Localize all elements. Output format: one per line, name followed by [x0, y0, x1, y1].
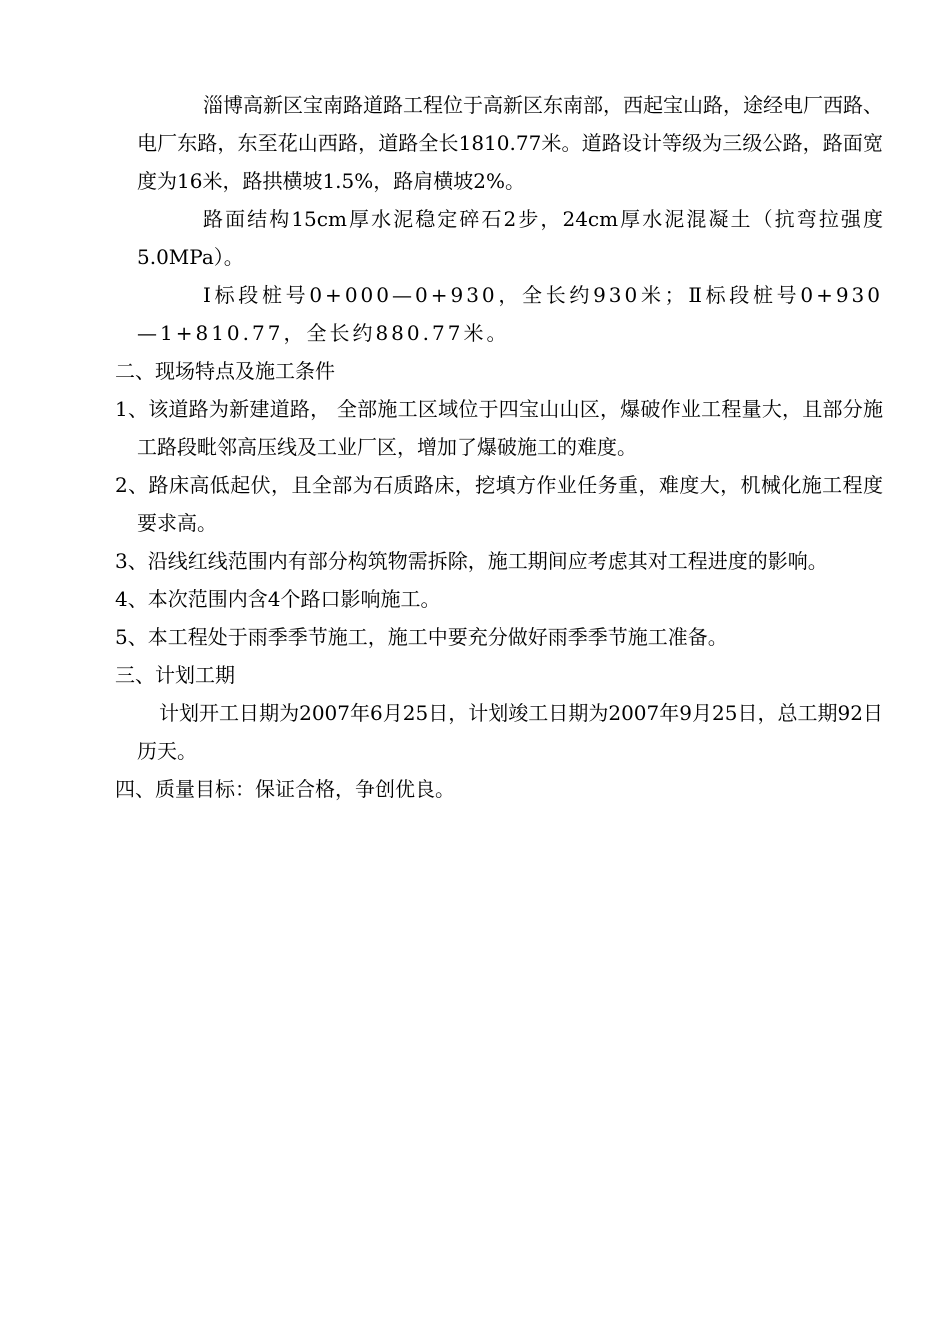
project-overview-paragraph: 淄博高新区宝南路道路工程位于高新区东南部，西起宝山路，途经电厂西路、电厂东路，东至花山西路，道路全长1810.77米。道路设计等级为三级公路，路面宽度为16米，路拱横坡1.5%，路肩横坡2%。 [137, 93, 883, 193]
heading-site-conditions: 二、现场特点及施工条件 [115, 359, 335, 383]
section-stakes-paragraph: Ⅰ标段桩号0+000—0+930，全长约930米；Ⅱ标段桩号0+930—1+810.77，全长约880.77米。 [137, 283, 883, 345]
pavement-structure-paragraph: 路面结构15cm厚水泥稳定碎石2步，24cm厚水泥混凝土（抗弯拉强度5.0MPa）。 [137, 207, 883, 269]
condition-item-4: 4、本次范围内含4个路口影响施工。 [115, 587, 441, 611]
heading-quality-target: 四、质量目标：保证合格，争创优良。 [115, 777, 455, 801]
condition-item-3: 3、沿线红线范围内有部分构筑物需拆除，施工期间应考虑其对工程进度的影响。 [115, 549, 828, 573]
condition-item-5: 5、本工程处于雨季季节施工，施工中要充分做好雨季季节施工准备。 [115, 625, 728, 649]
condition-item-2: 2、路床高低起伏，且全部为石质路床，挖填方作业任务重，难度大，机械化施工程度要求高。 [115, 473, 883, 535]
heading-schedule: 三、计划工期 [115, 663, 235, 687]
condition-item-1: 1、该道路为新建道路， 全部施工区域位于四宝山山区，爆破作业工程量大，且部分施工路段毗邻高压线及工业厂区，增加了爆破施工的难度。 [115, 397, 883, 459]
schedule-paragraph: 计划开工日期为2007年6月25日，计划竣工日期为2007年9月25日，总工期92日历天。 [137, 701, 883, 763]
